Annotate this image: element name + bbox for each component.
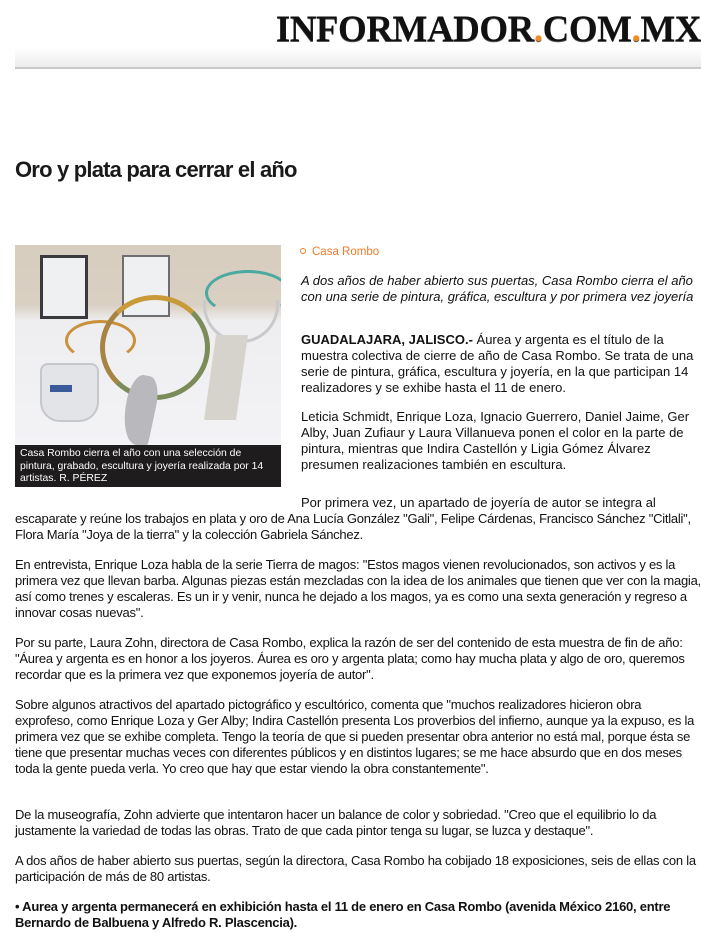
dateline: GUADALAJARA, JALISCO.- [301,332,473,347]
article-lead: A dos años de haber abierto sus puertas, Casa Rombo cierra el año con una serie de pintura, gráfica, escultura y por primera vez joyería [301,273,694,304]
article-paragraph-continued: escaparate y reúne los trabajos en plata y oro de Ana Lucía González "Gali", Felipe Cárdenas, Francisco Sánchez "Citlali", Flora María "Joya de la tierra" y la colección Gabriela Sánchez. [15,511,691,542]
article-paragraph: En entrevista, Enrique Loza habla de la serie Tierra de magos: "Estos magos vienen revolucionados, son activos y es la primera vez que llevan barba. Algunas piezas están mezcladas con la idea de los animales que tienen que ver con la magia, así como trenes y escaleras. Es un ir y venir, nunca he dejado a los magos, ya es como una sexta generación y regreso a innovar cosas nuevas". [15,557,701,620]
logo-text-mx: MX [640,9,701,50]
article-paragraph: A dos años de haber abierto sus puertas, según la directora, Casa Rombo ha cobijado 18 exposiciones, seis de ellas con la participación de más de 80 artistas. [15,853,696,884]
article-paragraph [301,332,701,396]
logo-dot: . [533,9,543,50]
article-photo[interactable] [15,245,281,445]
logo-text-informador: INFORMADOR [275,9,534,50]
article-paragraph-start: Por primera vez, un apartado de joyería de autor se integra al [301,495,656,510]
article-paragraph: Leticia Schmidt, Enrique Loza, Ignacio Guerrero, Daniel Jaime, Ger Alby, Juan Zufiaur y Laura Villanueva ponen el color en la parte de pintura, mientras que Indira Castellón y Ligia Gómez Álvarez presumen realizaciones también en escultura. [301,409,690,472]
logo-dot: . [631,9,641,50]
bullet-icon [300,248,306,254]
logo-text-com: COM [542,9,632,50]
display-case [40,255,88,319]
site-logo[interactable] [276,10,701,50]
article-photo-figure [15,245,281,487]
article-title: Oro y plata para cerrar el año [15,157,297,182]
exhibition-info-note: • Aurea y argenta permanecerá en exhibición hasta el 11 de enero en Casa Rombo (avenida México 2160, entre Bernardo de Balbuena y Alfredo R. Plascencia). [15,899,671,930]
topic-link-casa-rombo[interactable] [300,246,379,258]
paragraph-text: Áurea y argenta es el título de la muestra colectiva de cierre de año de Casa Rombo. Se trata de una serie de pintura, gráfica, escultura y joyería, en la que participan 14 realizadores y se exhibe hasta el 11 de enero. [301,332,694,395]
bracelet-detail [50,385,72,392]
bracelet-shape [40,363,99,422]
masthead [15,0,701,69]
article-paragraph: De la museografía, Zohn advierte que intentaron hacer un balance de color y sobriedad. "Creo que el equilibrio lo da justamente la variedad de todas las obras. Trato de que cada pintor tenga su lugar, se luzca y destaque". [15,807,657,838]
article-paragraph: Sobre algunos atractivos del apartado pictográfico y escultórico, comenta que "muchos realizadores hicieron obra exprofeso, como Enrique Loza y Ger Alby; Indira Castellón presenta Los proverbios del infierno, aunque ya la expuso, es la primera vez que se exhibe completa. Tengo la teoría de que si pueden presentar obra anterior no está mal, porque ésta se tiene que presentar muchas veces con diferentes públicos y en distintos lugares; se me hace absurdo que en dos meses toda la gente pueda verla. Yo creo que hay que estar viendo la obra constantemente". [15,697,695,776]
article-paragraph: Por su parte, Laura Zohn, directora de Casa Rombo, explica la razón de ser del contenido de esta muestra de fin de año: "Áurea y argenta es en honor a los joyeros. Áurea es oro y argenta plata; como hay mucha plata y algo de oro, queremos recordar que es la primera vez que exponemos joyería de autor". [15,635,685,682]
pendant-shape [204,335,248,420]
photo-caption: Casa Rombo cierra el año con una selección de pintura, grabado, escultura y joyería realizada por 14 artistas. R. PÉREZ [20,448,264,484]
topic-link-label: Casa Rombo [312,246,380,258]
